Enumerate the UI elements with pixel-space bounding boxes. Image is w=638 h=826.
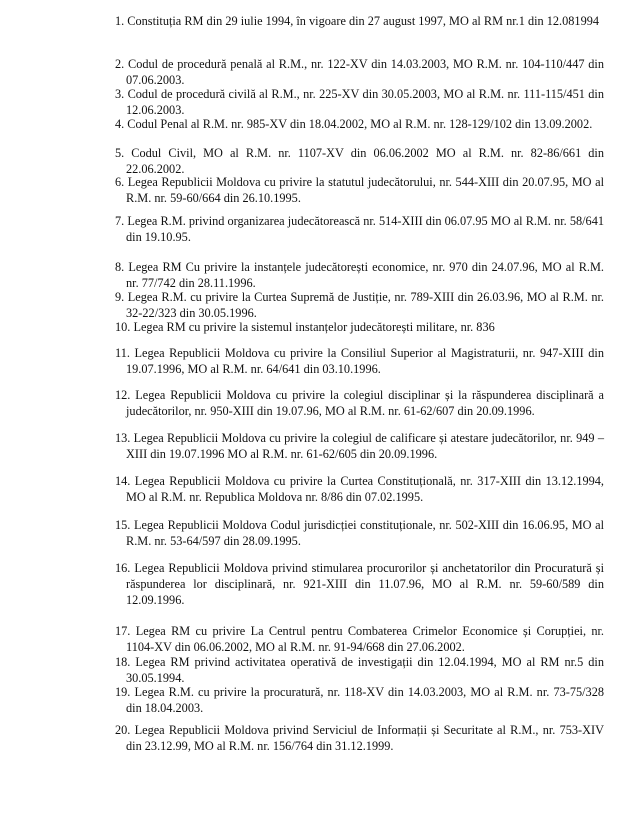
list-item: 19. Legea R.M. cu privire la procuratură, nr. 118-XV din 14.03.2003, MO al R.M. nr. 73-75/328 din 18.04.2003. [115,685,604,715]
list-item: 16. Legea Republicii Moldova privind stimularea procurorilor și anchetatorilor din Procuratură și răspunderea lor disciplinară, nr. 921-XIII din 11.07.96, MO al R.M. nr. 59-60/589 din 12.09.1996. [115,561,604,607]
list-item: 14. Legea Republicii Moldova cu privire la Curtea Constituțională, nr. 317-XIII din 13.12.1994, MO al R.M. nr. Republica Moldova nr. 8/86 din 07.02.1995. [115,474,604,504]
list-item: 18. Legea RM privind activitatea operativă de investigații din 12.04.1994, MO al RM nr.5 din 30.05.1994. [115,655,604,685]
list-item: 12. Legea Republicii Moldova cu privire la colegiul disciplinar și la răspunderea disciplinară a judecătorilor, nr. 950-XIII din 19.07.96, MO al R.M. nr. 61-62/607 din 20.09.1996. [115,388,604,418]
list-item: 2. Codul de procedură penală al R.M., nr. 122-XV din 14.03.2003, MO R.M. nr. 104-110/447 din 07.06.2003. [115,57,604,87]
list-item: 5. Codul Civil, MO al R.M. nr. 1107-XV din 06.06.2002 MO al R.M. nr. 82-86/661 din 22.06.2002. [115,146,604,176]
list-item: 17. Legea RM cu privire La Centrul pentru Combaterea Crimelor Economice și Corupției, nr. 1104-XV din 06.06.2002, MO al R.M. nr. 91-94/668 din 27.06.2002. [115,624,604,654]
list-item: 11. Legea Republicii Moldova cu privire la Consiliul Superior al Magistraturii, nr. 947-XIII din 19.07.1996, MO al R.M. nr. 64/641 din 03.10.1996. [115,346,604,376]
list-item: 8. Legea RM Cu privire la instanțele judecătorești economice, nr. 970 din 24.07.96, MO al R.M. nr. 77/742 din 28.11.1996. [115,260,604,290]
list-item: 6. Legea Republicii Moldova cu privire la statutul judecătorului, nr. 544-XIII din 20.07.95, MO al R.M. nr. 59-60/664 din 26.10.1995. [115,175,604,205]
list-item: 10. Legea RM cu privire la sistemul instanțelor judecătorești militare, nr. 836 [115,320,495,334]
list-item: 4. Codul Penal al R.M. nr. 985-XV din 18.04.2002, MO al R.M. nr. 128-129/102 din 13.09.2002. [115,117,593,131]
list-item: 7. Legea R.M. privind organizarea judecătorească nr. 514-XIII din 06.07.95 MO al R.M. nr. 58/641 din 19.10.95. [115,214,604,244]
list-item: 20. Legea Republicii Moldova privind Serviciul de Informații și Securitate al R.M., nr. 753-XIV din 23.12.99, MO al R.M. nr. 156/764 din 31.12.1999. [115,723,604,753]
list-item: 15. Legea Republicii Moldova Codul jurisdicției constituționale, nr. 502-XIII din 16.06.95, MO al R.M. nr. 53-64/597 din 28.09.1995. [115,518,604,548]
list-item: 3. Codul de procedură civilă al R.M., nr. 225-XV din 30.05.2003, MO al R.M. nr. 111-115/451 din 12.06.2003. [115,87,604,117]
list-item: 13. Legea Republicii Moldova cu privire la colegiul de calificare și atestare judecătorilor, nr. 949 – XIII din 19.07.1996 MO al R.M. nr. 61-62/605 din 20.09.1996. [115,431,604,461]
list-item: 9. Legea R.M. cu privire la Curtea Supremă de Justiție, nr. 789-XIII din 26.03.96, MO al R.M. nr. 32-22/323 din 30.05.1996. [115,290,604,320]
list-item: 1. Constituția RM din 29 iulie 1994, în vigoare din 27 august 1997, MO al RM nr.1 din 12.081994 [115,14,600,28]
